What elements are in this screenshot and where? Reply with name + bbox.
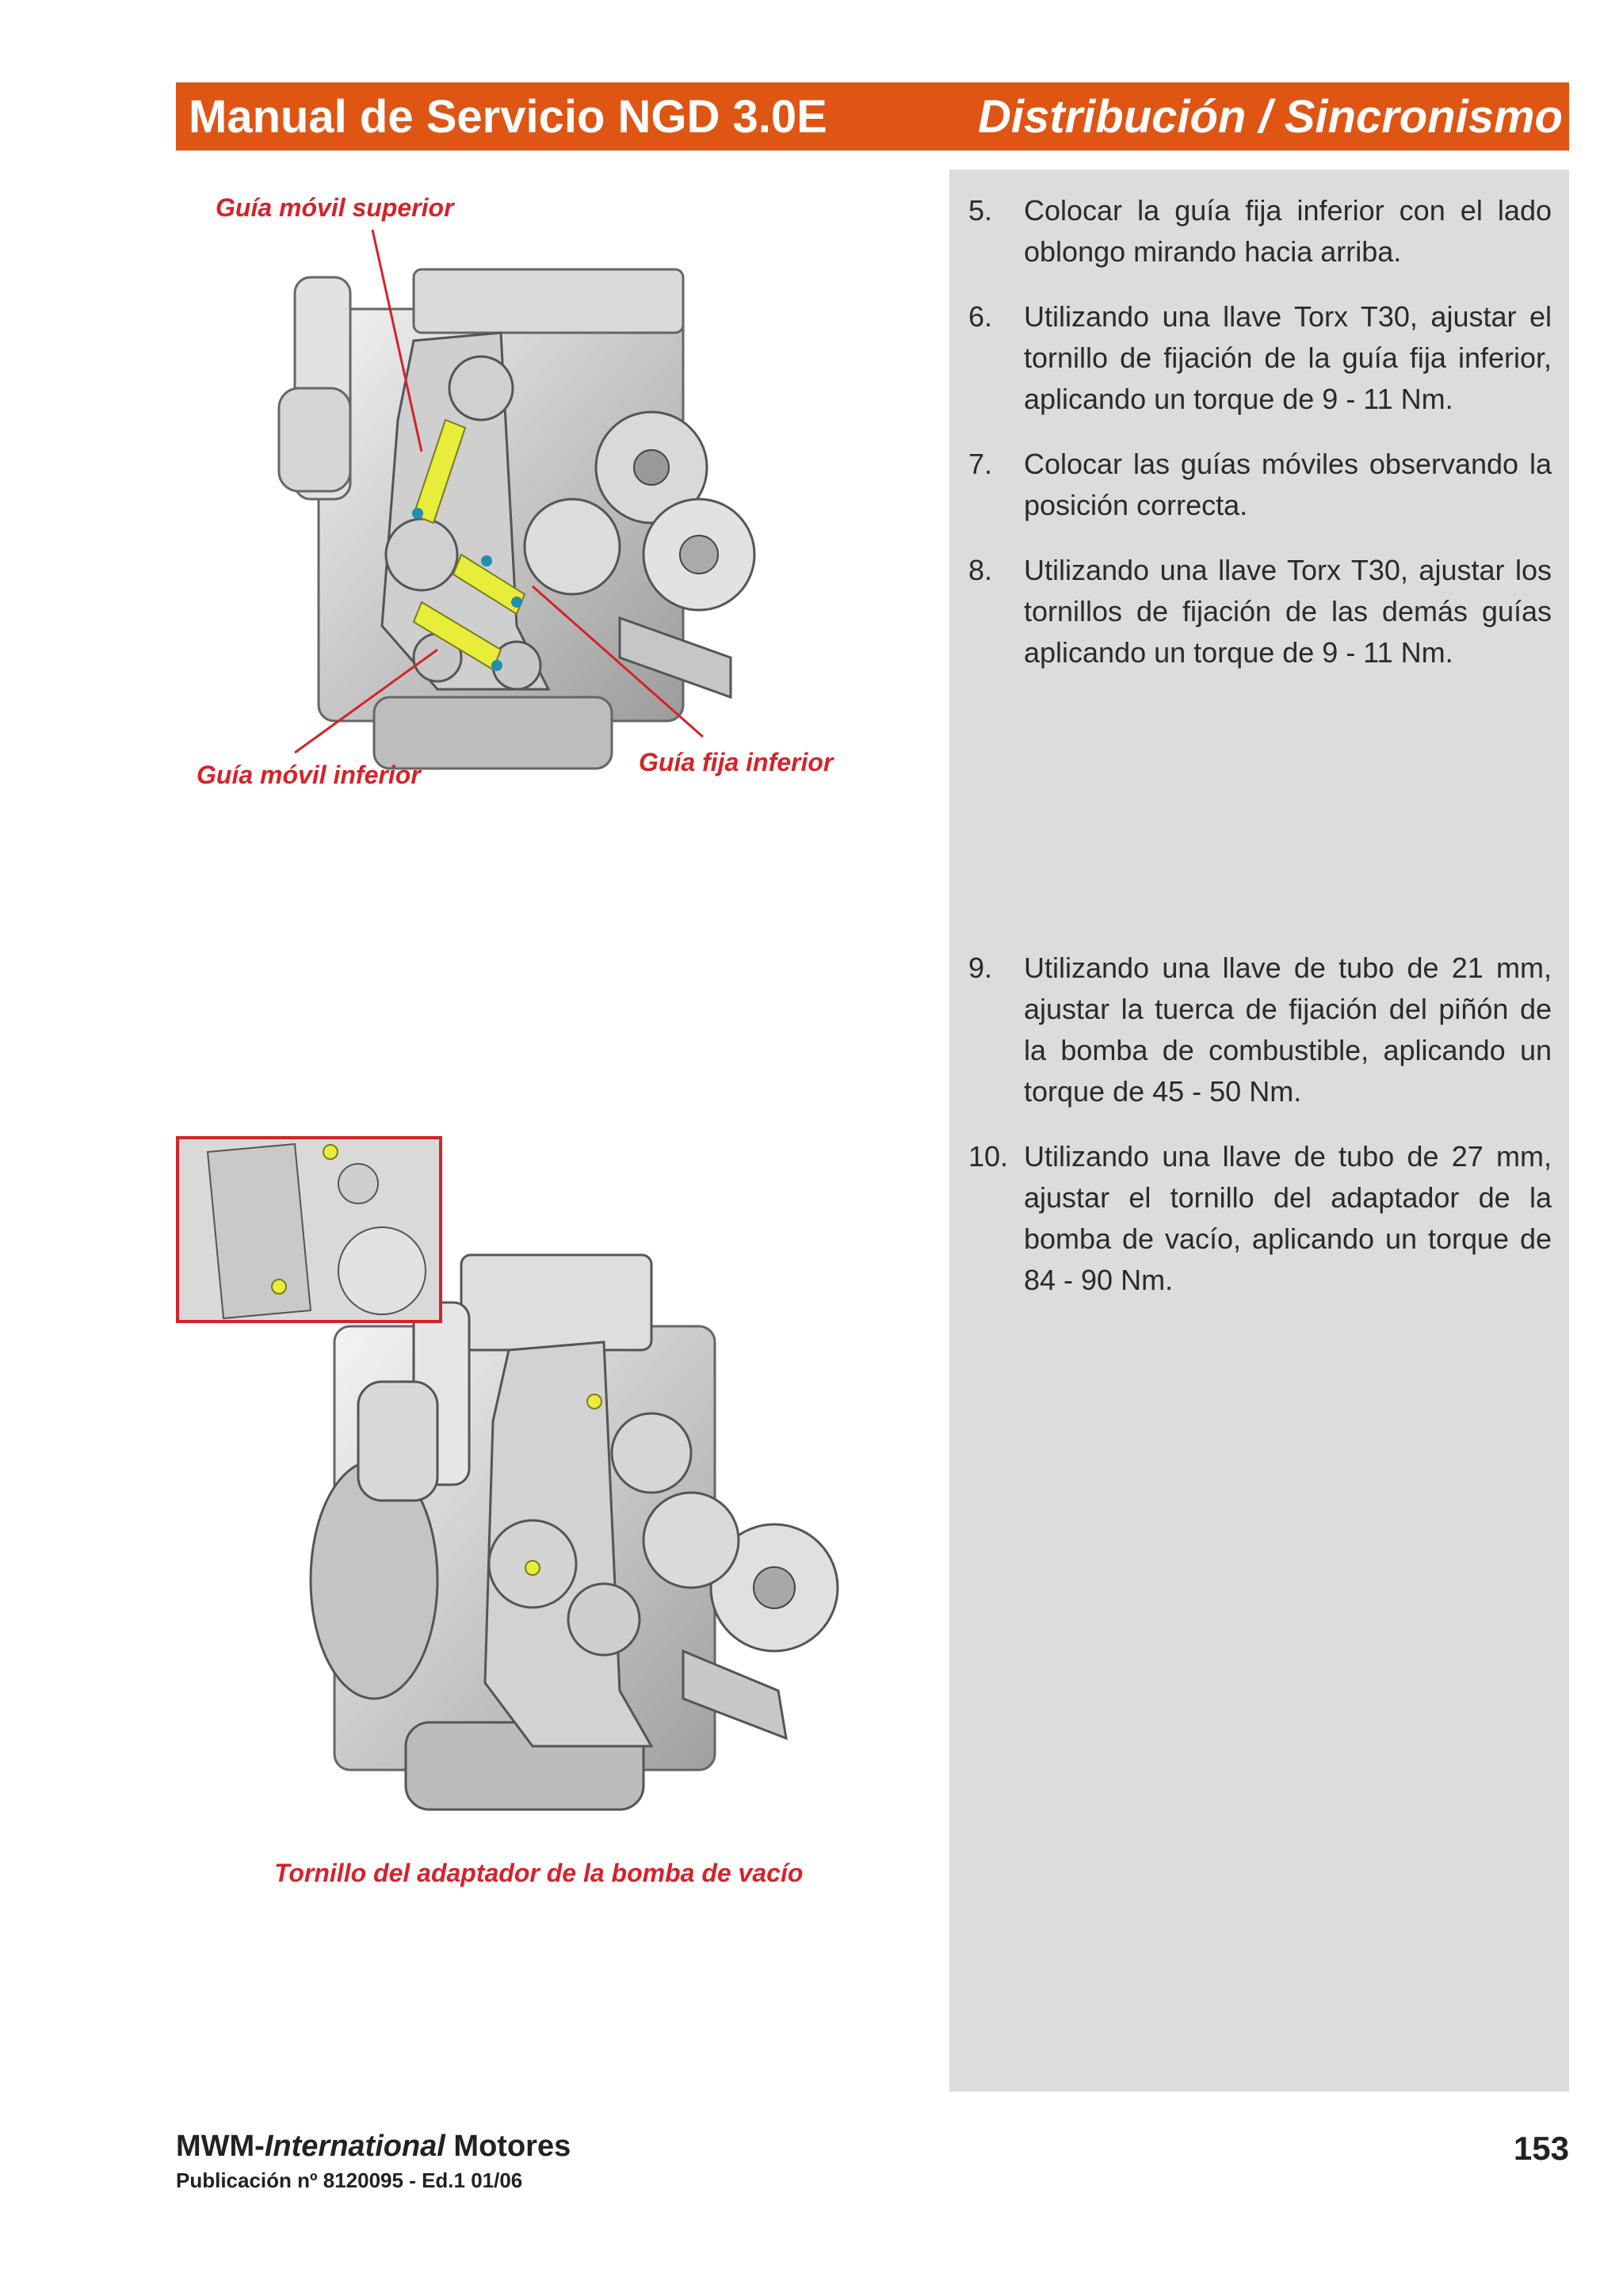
step-text: Utilizando una llave Torx T30, ajustar el tornillo de fijación de la guía fija inferior, aplicando un torque de 9 - 11 Nm. <box>1024 300 1552 415</box>
step-item <box>968 1136 1552 1301</box>
step-number: 6. <box>968 300 993 333</box>
page-footer <box>176 2130 571 2193</box>
publication-number: Publicación nº 8120095 - Ed.1 01/06 <box>176 2168 523 2192</box>
steps-list-top <box>968 190 1552 697</box>
label-upper-moving-guide: Guía móvil superior <box>216 193 454 222</box>
engine-vacuum-pump-figure <box>176 1136 889 1833</box>
page-number: 153 <box>1513 2130 1569 2167</box>
caption-vacuum-pump-bolt: Tornillo del adaptador de la bomba de vacío <box>274 1859 804 1887</box>
engine-block <box>311 1255 838 1810</box>
label-lower-fixed-guide: Guía fija inferior <box>639 748 834 776</box>
step-text: Colocar la guía fija inferior con el lado oblongo mirando hacia arriba. <box>1024 194 1552 268</box>
step-number: 7. <box>968 448 993 480</box>
detail-inset <box>178 1138 441 1322</box>
step-number: 5. <box>968 194 993 227</box>
label-lower-moving-guide: Guía móvil inferior <box>197 761 421 789</box>
engine-block <box>279 269 754 769</box>
step-number: 9. <box>968 952 993 984</box>
page-header <box>176 82 1569 151</box>
step-item <box>968 296 1552 420</box>
step-text: Utilizando una llave Torx T30, ajustar los tornillos de fijación de las demás guías aplicando un torque de 9 - 11 Nm. <box>1024 554 1552 669</box>
step-item <box>968 948 1552 1112</box>
step-item <box>968 190 1552 273</box>
step-number: 8. <box>968 554 993 586</box>
steps-list-bottom <box>968 948 1552 1325</box>
step-text: Utilizando una llave de tubo de 21 mm, ajustar la tuerca de fijación del piñón de la bomba de combustible, aplicando un torque de 45 - 50 Nm. <box>1024 952 1552 1108</box>
publisher-name: MWM-International Motores <box>176 2130 571 2163</box>
step-number: 10. <box>968 1140 1009 1173</box>
manual-title: Manual de Servicio NGD 3.0E <box>189 90 827 143</box>
section-title: Distribución / Sincronismo <box>978 90 1563 143</box>
step-item <box>968 444 1552 526</box>
engine-timing-guides-figure <box>176 182 889 816</box>
step-text: Utilizando una llave de tubo de 27 mm, ajustar el tornillo del adaptador de la bomba de vacío, aplicando un torque de 84 - 90 Nm. <box>1024 1140 1552 1296</box>
step-text: Colocar las guías móviles observando la posición correcta. <box>1024 448 1552 521</box>
step-item <box>968 550 1552 673</box>
